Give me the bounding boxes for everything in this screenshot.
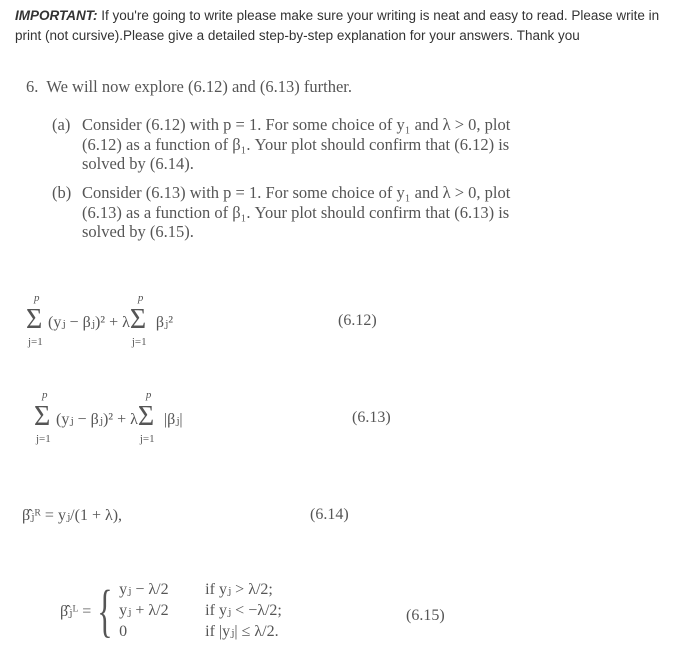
- left-brace-icon: {: [97, 578, 113, 643]
- case-condition: if |yⱼ| ≤ λ/2.: [205, 623, 279, 640]
- equation-6-13: [34, 389, 183, 449]
- question-intro: We will now explore (6.12) and (6.13) further.: [46, 77, 352, 96]
- part-a-text: Consider (6.12) with p = 1. For some choice of y₁ and λ > 0, plot (6.12) as a function of β₁. Your plot should confirm that (6.12) is solved by (6.14).: [82, 115, 511, 173]
- case-value: 0: [119, 623, 128, 640]
- equation-6-14: β̂ⱼᴿ = yⱼ/(1 + λ),: [22, 507, 123, 524]
- equation-6-12-term2: βⱼ²: [155, 314, 174, 331]
- equation-number-6-15: (6.15): [406, 607, 445, 624]
- case-condition: if yⱼ > λ/2;: [205, 581, 273, 598]
- equation-number-6-13: (6.13): [352, 409, 391, 426]
- equation-number-6-12: (6.12): [338, 312, 377, 329]
- part-a-label: (a): [52, 115, 71, 134]
- equation-6-15: [60, 580, 282, 642]
- summation-symbol: p Σ j=1: [129, 292, 147, 348]
- case-condition: if yⱼ < −λ/2;: [205, 602, 282, 619]
- equation-6-12: [26, 292, 173, 352]
- equation-6-12-term1: (yⱼ − βⱼ)² + λ: [48, 314, 130, 331]
- summation-symbol: p Σ j=1: [34, 389, 51, 445]
- case-value: yⱼ − λ/2: [119, 581, 169, 598]
- equation-6-13-term1: (yⱼ − βⱼ)² + λ: [56, 411, 138, 428]
- equation-6-15-lhs: β̂ⱼᴸ =: [60, 603, 92, 620]
- part-b-text: Consider (6.13) with p = 1. For some choice of y₁ and λ > 0, plot (6.13) as a function of β₁. Your plot should confirm that (6.13) is solved by (6.15).: [82, 183, 511, 241]
- equation-number-6-14: (6.14): [310, 506, 349, 523]
- notice-lead: IMPORTANT:: [15, 8, 98, 23]
- part-b-label: (b): [52, 183, 72, 202]
- notice-text: If you're going to write please make sure your writing is neat and easy to read. Please write in print (not cursive).Please give a detailed step-by-step explanation for your answers. Thank you: [15, 8, 660, 43]
- question-part-a: [52, 115, 552, 174]
- equation-6-13-term2: |βⱼ|: [163, 411, 183, 428]
- piecewise-cases: [119, 580, 282, 642]
- question-part-b: [52, 183, 552, 242]
- question-number: 6.: [26, 77, 39, 96]
- case-value: yⱼ + λ/2: [119, 602, 169, 619]
- instructions-notice: [15, 6, 687, 46]
- summation-symbol: p Σ j=1: [137, 389, 155, 445]
- question-heading: [26, 76, 352, 98]
- summation-symbol: p Σ j=1: [26, 292, 43, 348]
